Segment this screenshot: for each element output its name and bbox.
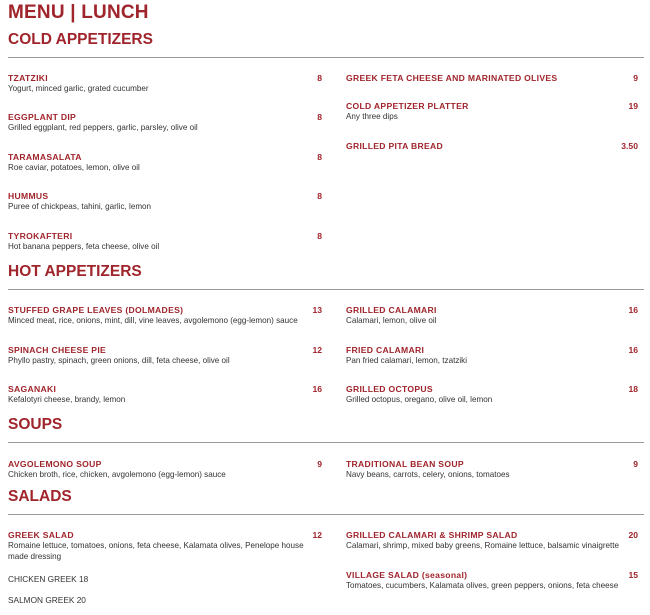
item-price: 16 bbox=[312, 384, 322, 394]
section-title-cold-appetizers: COLD APPETIZERS bbox=[8, 31, 153, 48]
item-description: Grilled octopus, oregano, olive oil, lemon bbox=[346, 395, 493, 404]
item-price: 8 bbox=[317, 73, 322, 83]
greek-salad-option-chicken: CHICKEN GREEK 18 bbox=[8, 574, 89, 584]
menu-item-avgolemono-soup bbox=[8, 459, 322, 481]
item-name: GRILLED CALAMARI bbox=[346, 305, 437, 315]
greek-salad-option-salmon: SALMON GREEK 20 bbox=[8, 595, 86, 605]
item-price: 8 bbox=[317, 191, 322, 201]
item-price: 9 bbox=[317, 459, 322, 469]
item-price: 15 bbox=[628, 570, 638, 580]
item-price: 19 bbox=[628, 101, 638, 111]
item-description: Kefalotyri cheese, brandy, lemon bbox=[8, 395, 126, 404]
menu-item-tyrokafteri bbox=[8, 231, 322, 253]
item-description: Roe caviar, potatoes, lemon, olive oil bbox=[8, 163, 140, 172]
item-description: Navy beans, carrots, celery, onions, tomatoes bbox=[346, 470, 510, 479]
item-price: 16 bbox=[628, 345, 638, 355]
item-price: 8 bbox=[317, 231, 322, 241]
item-price: 3.50 bbox=[621, 141, 638, 151]
item-name: GRILLED CALAMARI & SHRIMP SALAD bbox=[346, 530, 518, 540]
item-name: STUFFED GRAPE LEAVES (DOLMADES) bbox=[8, 305, 184, 315]
item-price: 12 bbox=[312, 345, 322, 355]
menu-item-pita-bread bbox=[346, 141, 638, 152]
item-price: 8 bbox=[317, 112, 322, 122]
item-name: HUMMUS bbox=[8, 191, 49, 201]
section-divider bbox=[8, 514, 644, 515]
item-description: Any three dips bbox=[346, 112, 398, 121]
menu-item-hummus bbox=[8, 191, 322, 213]
item-price: 16 bbox=[628, 305, 638, 315]
section-divider bbox=[8, 289, 644, 290]
section-title-soups: SOUPS bbox=[8, 416, 63, 433]
item-name: GREEK FETA CHEESE AND MARINATED OLIVES bbox=[346, 73, 558, 83]
item-description: Phyllo pastry, spinach, green onions, dill, feta cheese, olive oil bbox=[8, 356, 230, 365]
item-description: Hot banana peppers, feta cheese, olive oil bbox=[8, 242, 160, 251]
menu-item-bean-soup bbox=[346, 459, 638, 481]
menu-item-cold-platter bbox=[346, 101, 638, 123]
menu-item-greek-salad bbox=[8, 530, 322, 562]
item-description: Calamari, shrimp, mixed baby greens, Romaine lettuce, balsamic vinaigrette bbox=[346, 541, 620, 550]
item-name: EGGPLANT DIP bbox=[8, 112, 77, 122]
item-description: Romaine lettuce, tomatoes, onions, feta cheese, Kalamata olives, Penelope house made dressing bbox=[8, 541, 304, 561]
menu-item-eggplant-dip bbox=[8, 112, 322, 134]
menu-item-grilled-calamari bbox=[346, 305, 638, 327]
item-name: SPINACH CHEESE PIE bbox=[8, 345, 107, 355]
item-description: Chicken broth, rice, chicken, avgolemono (egg-lemon) sauce bbox=[8, 470, 226, 479]
item-name: VILLAGE SALAD (seasonal) bbox=[346, 570, 468, 580]
item-name: TZATZIKI bbox=[8, 73, 48, 83]
menu-item-calamari-shrimp-salad bbox=[346, 530, 638, 552]
item-price: 9 bbox=[633, 73, 638, 83]
section-divider bbox=[8, 57, 644, 58]
item-description: Grilled eggplant, red peppers, garlic, parsley, olive oil bbox=[8, 123, 198, 132]
section-title-hot-appetizers: HOT APPETIZERS bbox=[8, 263, 142, 280]
item-name: GRILLED OCTOPUS bbox=[346, 384, 433, 394]
item-description: Pan fried calamari, lemon, tzatziki bbox=[346, 356, 468, 365]
menu-item-grilled-octopus bbox=[346, 384, 638, 406]
item-price: 18 bbox=[628, 384, 638, 394]
menu-item-tzatziki bbox=[8, 73, 322, 95]
item-description: Yogurt, minced garlic, grated cucumber bbox=[8, 84, 149, 93]
item-name: GREEK SALAD bbox=[8, 530, 74, 540]
item-price: 20 bbox=[628, 530, 638, 540]
menu-item-spinach-pie bbox=[8, 345, 322, 367]
item-description: Calamari, lemon, olive oil bbox=[346, 316, 437, 325]
item-price: 12 bbox=[312, 530, 322, 540]
section-divider bbox=[8, 442, 644, 443]
item-price: 13 bbox=[312, 305, 322, 315]
menu-item-taramasalata bbox=[8, 152, 322, 174]
item-name: TARAMASALATA bbox=[8, 152, 82, 162]
item-price: 8 bbox=[317, 152, 322, 162]
page-title: MENU | LUNCH bbox=[8, 2, 149, 23]
menu-item-saganaki bbox=[8, 384, 322, 406]
item-name: AVGOLEMONO SOUP bbox=[8, 459, 102, 469]
section-title-salads: SALADS bbox=[8, 488, 72, 505]
item-name: FRIED CALAMARI bbox=[346, 345, 425, 355]
item-name: TYROKAFTERI bbox=[8, 231, 73, 241]
item-name: SAGANAKI bbox=[8, 384, 57, 394]
item-name: GRILLED PITA BREAD bbox=[346, 141, 444, 151]
item-description: Minced meat, rice, onions, mint, dill, vine leaves, avgolemono (egg-lemon) sauce bbox=[8, 316, 298, 325]
item-description: Tomatoes, cucumbers, Kalamata olives, green peppers, onions, feta cheese bbox=[346, 581, 619, 590]
item-description: Puree of chickpeas, tahini, garlic, lemon bbox=[8, 202, 152, 211]
menu-item-village-salad bbox=[346, 570, 638, 592]
menu-item-fried-calamari bbox=[346, 345, 638, 367]
item-name: TRADITIONAL BEAN SOUP bbox=[346, 459, 464, 469]
menu-item-feta-olives bbox=[346, 73, 638, 84]
menu-item-dolmades bbox=[8, 305, 322, 327]
item-price: 9 bbox=[633, 459, 638, 469]
item-name: COLD APPETIZER PLATTER bbox=[346, 101, 469, 111]
